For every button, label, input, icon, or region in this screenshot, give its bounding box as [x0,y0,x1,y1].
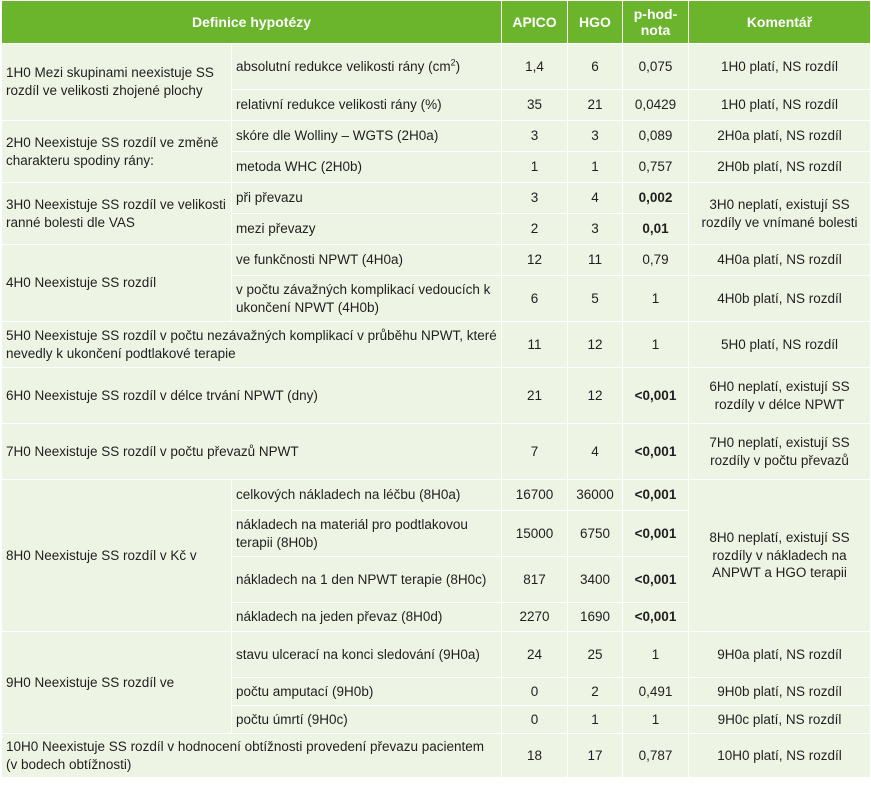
sub-2a: skóre dle Wolliny – WGTS (2H0a) [232,121,502,152]
table-row [2,632,871,678]
hgo-value: 36000 [568,480,623,511]
hypothesis-6: 6H0 Neexistuje SS rozdíl v délce trvání NPWT (dny) [2,368,502,424]
apico-value: 12 [502,245,568,276]
p-value: 0,01 [623,214,689,245]
p-value: 0,757 [623,152,689,183]
p-value: 1 [623,632,689,678]
hgo-value: 4 [568,183,623,214]
p-value: <0,001 [623,511,689,557]
apico-value: 1 [502,152,568,183]
header-p-value: p-hod- nota [623,1,689,44]
sub-1b: relativní redukce velikosti rány (%) [232,90,502,121]
comment: 7H0 neplatí, existují SS rozdíly v počtu převazů [689,424,871,480]
sub-2b: metoda WHC (2H0b) [232,152,502,183]
apico-value: 3 [502,183,568,214]
p-value: 1 [623,276,689,322]
apico-value: 2270 [502,603,568,632]
hgo-value: 6 [568,44,623,90]
table-row [2,322,871,368]
apico-value: 18 [502,734,568,778]
header-row [2,1,871,44]
sub-9c: počtu úmrtí (9H0c) [232,706,502,734]
hypothesis-10: 10H0 Neexistuje SS rozdíl v hodnocení obtížnosti provedení převazu pacientem (v bodech obtížnosti) [2,734,502,778]
p-value: 0,787 [623,734,689,778]
apico-value: 6 [502,276,568,322]
comment: 1H0 platí, NS rozdíl [689,44,871,90]
p-value: <0,001 [623,480,689,511]
hgo-value: 25 [568,632,623,678]
apico-value: 817 [502,557,568,603]
comment: 4H0a platí, NS rozdíl [689,245,871,276]
hgo-value: 3400 [568,557,623,603]
apico-value: 2 [502,214,568,245]
hgo-value: 12 [568,322,623,368]
sub-3a: při převazu [232,183,502,214]
hypothesis-9: 9H0 Neexistuje SS rozdíl ve [2,632,232,734]
comment: 1H0 platí, NS rozdíl [689,90,871,121]
p-value: 0,0429 [623,90,689,121]
hgo-value: 11 [568,245,623,276]
hgo-value: 2 [568,678,623,706]
table-row [2,44,871,90]
hypothesis-5: 5H0 Neexistuje SS rozdíl v počtu nezávažných komplikací v průběhu NPWT, které nevedly k ukončení podtlakové terapie [2,322,502,368]
comment: 9H0a platí, NS rozdíl [689,632,871,678]
comment: 2H0a platí, NS rozdíl [689,121,871,152]
sub-8b: nákladech na materiál pro podtlakovou terapii (8H0b) [232,511,502,557]
comment: 3H0 neplatí, existují SS rozdíly ve vnímané bolesti [689,183,871,245]
p-value: 1 [623,706,689,734]
table-row [2,424,871,480]
p-value: <0,001 [623,557,689,603]
hypotheses-table [1,0,871,778]
apico-value: 0 [502,706,568,734]
p-value: 0,491 [623,678,689,706]
comment: 8H0 neplatí, existují SS rozdíly v nákladech na ANPWT a HGO terapii [689,480,871,632]
apico-value: 11 [502,322,568,368]
comment: 9H0b platí, NS rozdíl [689,678,871,706]
sub-4a: ve funkčnosti NPWT (4H0a) [232,245,502,276]
p-value: 0,075 [623,44,689,90]
hypothesis-8: 8H0 Neexistuje SS rozdíl v Kč v [2,480,232,632]
p-value: <0,001 [623,424,689,480]
hgo-value: 5 [568,276,623,322]
hgo-value: 1690 [568,603,623,632]
table-row [2,480,871,511]
apico-value: 0 [502,678,568,706]
sub-8d: nákladech na jeden převaz (8H0d) [232,603,502,632]
sub-9b: počtu amputací (9H0b) [232,678,502,706]
p-value: 0,002 [623,183,689,214]
p-value: 0,79 [623,245,689,276]
hgo-value: 12 [568,368,623,424]
apico-value: 7 [502,424,568,480]
comment: 4H0b platí, NS rozdíl [689,276,871,322]
sub-3b: mezi převazy [232,214,502,245]
comment: 6H0 neplatí, existují SS rozdíly v délce NPWT [689,368,871,424]
hypothesis-4: 4H0 Neexistuje SS rozdíl [2,245,232,322]
apico-value: 15000 [502,511,568,557]
comment: 9H0c platí, NS rozdíl [689,706,871,734]
header-apico: APICO [502,1,568,44]
apico-value: 1,4 [502,44,568,90]
sub-8a: celkových nákladech na léčbu (8H0a) [232,480,502,511]
apico-value: 16700 [502,480,568,511]
hypothesis-2: 2H0 Neexistuje SS rozdíl ve změně charakteru spodiny rány: [2,121,232,183]
header-hypothesis: Definice hypotézy [2,1,502,44]
hgo-value: 6750 [568,511,623,557]
comment: 10H0 platí, NS rozdíl [689,734,871,778]
table-row [2,368,871,424]
p-value: <0,001 [623,368,689,424]
p-value: <0,001 [623,603,689,632]
table-row [2,121,871,152]
hgo-value: 3 [568,121,623,152]
apico-value: 3 [502,121,568,152]
p-value: 1 [623,322,689,368]
p-value: 0,089 [623,121,689,152]
sub-9a: stavu ulcerací na konci sledování (9H0a) [232,632,502,678]
header-hgo: HGO [568,1,623,44]
hypothesis-1: 1H0 Mezi skupinami neexistuje SS rozdíl ve velikosti zhojené plochy [2,44,232,121]
sub-1a: absolutní redukce velikosti rány $(cm^2)$ [232,44,502,90]
hgo-value: 21 [568,90,623,121]
sub-4b: v počtu závažných komplikací vedoucích k ukončení NPWT (4H0b) [232,276,502,322]
table-row [2,183,871,214]
hgo-value: 4 [568,424,623,480]
apico-value: 35 [502,90,568,121]
sub-8c: nákladech na 1 den NPWT terapie (8H0c) [232,557,502,603]
hgo-value: 3 [568,214,623,245]
comment: 5H0 platí, NS rozdíl [689,322,871,368]
apico-value: 21 [502,368,568,424]
table-row [2,734,871,778]
hgo-value: 1 [568,152,623,183]
hgo-value: 17 [568,734,623,778]
hypothesis-7: 7H0 Neexistuje SS rozdíl v počtu převazů NPWT [2,424,502,480]
hgo-value: 1 [568,706,623,734]
hypothesis-3: 3H0 Neexistuje SS rozdíl ve velikosti ranné bolesti dle VAS [2,183,232,245]
table-row [2,245,871,276]
apico-value: 24 [502,632,568,678]
comment: 2H0b platí, NS rozdíl [689,152,871,183]
header-comment: Komentář [689,1,871,44]
